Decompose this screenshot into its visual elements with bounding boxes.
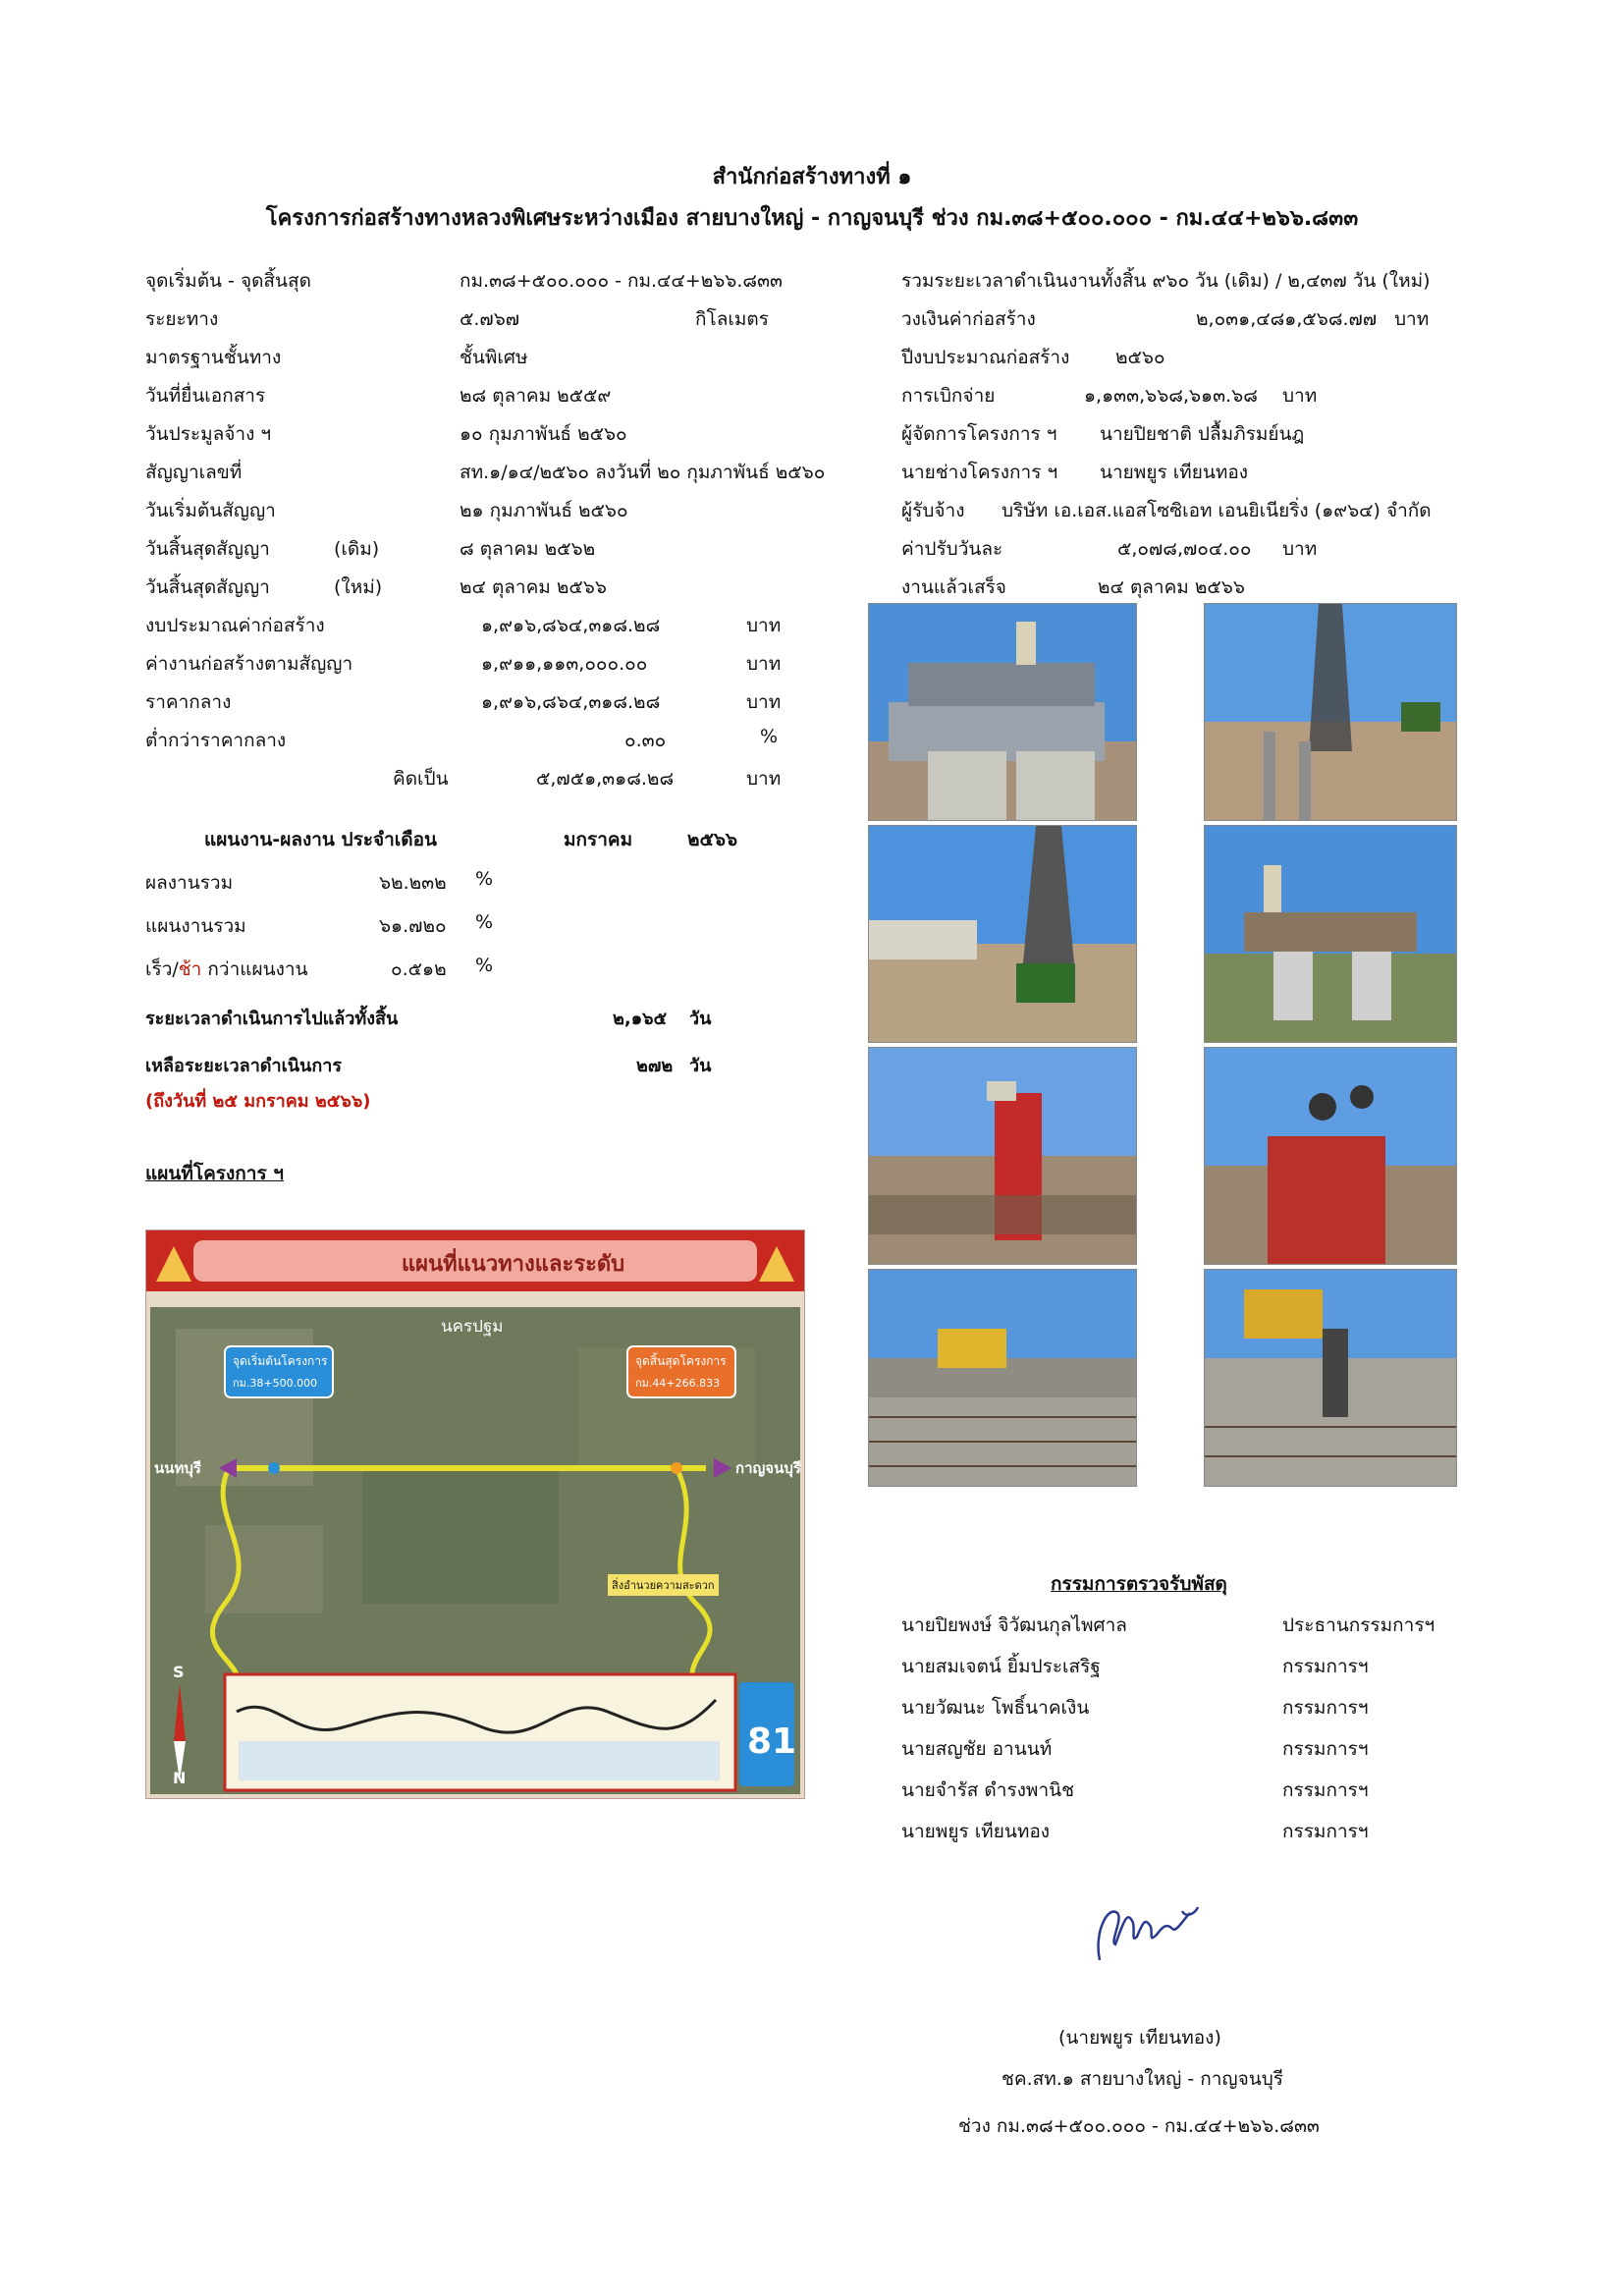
info-label: มาตรฐานชั้นทาง bbox=[145, 347, 282, 368]
committee-member-role: กรรมการฯ bbox=[1282, 1821, 1369, 1842]
committee-member-name: นายปิยพงษ์ จิวัฒนกุลไพศาล bbox=[901, 1614, 1127, 1636]
info-value: ๒๕๖๐ bbox=[1115, 347, 1165, 368]
budget-label: คิดเป็น bbox=[393, 768, 449, 790]
info-label: วันเริ่มต้นสัญญา bbox=[145, 500, 276, 521]
remaining-unit: วัน bbox=[689, 1056, 712, 1076]
progress-label: แผนงานรวม bbox=[145, 915, 246, 937]
elapsed-label: ระยะเวลาดำเนินการไปแล้วทั้งสิ้น bbox=[145, 1009, 399, 1029]
as-of-date: (ถึงวันที่ ๒๕ มกราคม ๒๕๖๖) bbox=[145, 1091, 371, 1112]
info-unit: บาท bbox=[1394, 308, 1430, 330]
info-unit: บาท bbox=[1282, 385, 1318, 407]
map-end-sub: กม.44+266.833 bbox=[635, 1377, 721, 1390]
duration-text: รวมระยะเวลาดำเนินงานทั้งสิ้น ๙๖๐ วัน (เดิม) / ๒,๔๓๗ วัน (ใหม่) bbox=[901, 270, 1431, 292]
info-value: ๑,๑๓๓,๖๖๘,๖๑๓.๖๘ bbox=[1084, 385, 1258, 407]
rig-site-photo bbox=[868, 825, 1137, 1043]
map-start-box: จุดเริ่มต้นโครงการ bbox=[233, 1354, 328, 1368]
info-value: ๒๔ ตุลาคม ๒๕๖๖ bbox=[460, 576, 607, 598]
committee-member-name: นายวัฒนะ โพธิ์นาคเงิน bbox=[901, 1697, 1090, 1719]
progress-month: มกราคม bbox=[564, 829, 633, 850]
info-label: สัญญาเลขที่ bbox=[145, 462, 243, 483]
budget-label: งบประมาณค่าก่อสร้าง bbox=[145, 615, 325, 636]
than-plan-text: กว่าแผนงาน bbox=[201, 958, 308, 980]
info-value: ๕,๐๗๘,๗๐๔.๐๐ bbox=[1117, 538, 1252, 560]
pier-formwork-photo bbox=[868, 603, 1137, 821]
budget-unit: บาท bbox=[746, 653, 782, 675]
budget-unit: บาท bbox=[746, 615, 782, 636]
info-value: ๘ ตุลาคม ๒๕๖๒ bbox=[460, 538, 596, 560]
remaining-label: เหลือระยะเวลาดำเนินการ bbox=[145, 1056, 343, 1076]
committee-member-role: กรรมการฯ bbox=[1282, 1779, 1369, 1801]
committee-title: กรรมการตรวจรับพัสดุ bbox=[1051, 1573, 1227, 1595]
info-label: งานแล้วเสร็จ bbox=[901, 576, 1006, 598]
info-unit: กิโลเมตร bbox=[695, 308, 769, 330]
map-left-direction: นนทบุรี bbox=[154, 1459, 201, 1477]
info-value: ๒,๐๓๑,๔๘๑,๕๖๘.๗๗ bbox=[1196, 308, 1378, 330]
map-city: นครปฐม bbox=[441, 1317, 504, 1337]
column-workers-photo bbox=[1204, 1047, 1457, 1265]
elapsed-unit: วัน bbox=[689, 1009, 712, 1029]
info-label: จุดเริ่มต้น - จุดสิ้นสุด bbox=[145, 270, 311, 292]
committee-member-role: ประธานกรรมการฯ bbox=[1282, 1614, 1435, 1636]
progress-value: ๐.๕๑๒ bbox=[391, 958, 447, 980]
signer-name: (นายพยูร เทียนทอง) bbox=[1058, 2027, 1221, 2049]
map-right-direction: กาญจนบุรี bbox=[735, 1459, 801, 1477]
concrete-pour-photo bbox=[1204, 1269, 1457, 1487]
pier-cap-photo bbox=[1204, 825, 1457, 1043]
excavator-concrete-photo bbox=[868, 1269, 1137, 1487]
elapsed-value: ๒,๑๖๕ bbox=[613, 1009, 668, 1029]
committee-member-name: นายจำรัส ดำรงพานิช bbox=[901, 1779, 1075, 1801]
info-label: ผู้รับจ้าง bbox=[901, 500, 965, 521]
info-label: ค่าปรับวันละ bbox=[901, 538, 1003, 560]
project-title: โครงการก่อสร้างทางหลวงพิเศษระหว่างเมือง สายบางใหญ่ - กาญจนบุรี ช่วง กม.๓๘+๕๐๐.๐๐๐ - กม.๔๔+๒๖๖.๘๓๓ bbox=[265, 206, 1359, 231]
budget-label: ราคากลาง bbox=[145, 691, 232, 713]
highway-number: 81 bbox=[747, 1722, 797, 1762]
behind-text: ช้า bbox=[178, 958, 202, 980]
progress-year: ๒๕๖๖ bbox=[687, 829, 738, 850]
info-value: ๒๑ กุมภาพันธ์ ๒๕๖๐ bbox=[460, 500, 628, 521]
compass-bottom: N bbox=[173, 1769, 187, 1787]
project-map bbox=[145, 1230, 805, 1799]
info-value: บริษัท เอ.เอส.แอสโซซิเอท เอนยิเนียริ่ง (๑๙๖๔) จำกัด bbox=[1001, 500, 1432, 521]
info-label: วันสิ้นสุดสัญญา bbox=[145, 576, 270, 598]
budget-value: ๕,๗๕๑,๓๑๘.๒๘ bbox=[536, 768, 675, 790]
committee-member-name: นายพยูร เทียนทอง bbox=[901, 1821, 1051, 1842]
info-label: การเบิกจ่าย bbox=[901, 385, 996, 407]
budget-label: ค่างานก่อสร้างตามสัญญา bbox=[145, 653, 353, 675]
info-label: วันสิ้นสุดสัญญา bbox=[145, 538, 270, 560]
info-value: กม.๓๘+๕๐๐.๐๐๐ - กม.๔๔+๒๖๖.๘๓๓ bbox=[460, 270, 784, 292]
office-title: สำนักก่อสร้างทางที่ ๑ bbox=[712, 165, 912, 190]
map-mid-box: สิ่งอำนวยความสะดวก bbox=[608, 1574, 719, 1596]
info-label: ระยะทาง bbox=[145, 308, 219, 330]
budget-unit: บาท bbox=[746, 691, 782, 713]
budget-label: ต่ำกว่าราคากลาง bbox=[145, 730, 287, 751]
compass-top: S bbox=[173, 1663, 185, 1681]
info-value: ๒๘ ตุลาคม ๒๕๕๙ bbox=[460, 385, 612, 407]
ahead-text: เร็ว/ bbox=[145, 958, 179, 980]
budget-unit: % bbox=[760, 726, 779, 747]
info-label: ปีงบประมาณก่อสร้าง bbox=[901, 347, 1070, 368]
info-value: ๕.๗๖๗ bbox=[460, 308, 520, 330]
info-value: สท.๑/๑๔/๒๕๖๐ ลงวันที่ ๒๐ กุมภาพันธ์ ๒๕๖๐ bbox=[460, 462, 826, 483]
map-end-box: จุดสิ้นสุดโครงการ bbox=[635, 1354, 727, 1368]
map-section-title: แผนที่โครงการ ฯ bbox=[145, 1163, 284, 1184]
budget-value: ๐.๓๐ bbox=[624, 730, 667, 751]
progress-label-ahead-behind bbox=[145, 955, 308, 984]
signer-position: ชค.สท.๑ สายบางใหญ่ - กาญจนบุรี bbox=[1001, 2068, 1283, 2090]
info-value: ๑๐ กุมภาพันธ์ ๒๕๖๐ bbox=[460, 423, 627, 445]
info-label: วงเงินค่าก่อสร้าง bbox=[901, 308, 1036, 330]
committee-member-role: กรรมการฯ bbox=[1282, 1656, 1369, 1677]
remaining-value: ๒๗๒ bbox=[636, 1056, 674, 1076]
signer-section: ช่วง กม.๓๘+๕๐๐.๐๐๐ - กม.๔๔+๒๖๖.๘๓๓ bbox=[958, 2115, 1320, 2137]
budget-unit: บาท bbox=[746, 768, 782, 790]
info-note: (ใหม่) bbox=[334, 576, 383, 598]
committee-member-name: นายสญชัย อานนท์ bbox=[901, 1738, 1053, 1760]
committee-member-name: นายสมเจตน์ ยิ้มประเสริฐ bbox=[901, 1656, 1101, 1677]
info-value: นายปิยชาติ ปลื้มภิรมย์นฎ bbox=[1100, 423, 1305, 445]
drilling-rig-photo bbox=[1204, 603, 1457, 821]
info-unit: บาท bbox=[1282, 538, 1318, 560]
info-value: ชั้นพิเศษ bbox=[460, 347, 528, 368]
committee-member-role: กรรมการฯ bbox=[1282, 1697, 1369, 1719]
budget-value: ๑,๙๑๖,๘๖๔,๓๑๘.๒๘ bbox=[481, 615, 661, 636]
info-value: ๒๔ ตุลาคม ๒๕๖๖ bbox=[1098, 576, 1245, 598]
info-label: นายช่างโครงการ ฯ bbox=[901, 462, 1058, 483]
column-form-photo bbox=[868, 1047, 1137, 1265]
handwritten-signature bbox=[1088, 1884, 1206, 1972]
info-label: ผู้จัดการโครงการ ฯ bbox=[901, 423, 1057, 445]
progress-unit: % bbox=[475, 868, 494, 890]
info-label: วันประมูลจ้าง ฯ bbox=[145, 423, 272, 445]
budget-value: ๑,๙๑๖,๘๖๔,๓๑๘.๒๘ bbox=[481, 691, 661, 713]
committee-member-role: กรรมการฯ bbox=[1282, 1738, 1369, 1760]
info-label: วันที่ยื่นเอกสาร bbox=[145, 385, 266, 407]
progress-heading: แผนงาน-ผลงาน ประจำเดือน bbox=[204, 829, 438, 850]
info-note: (เดิม) bbox=[334, 538, 380, 560]
map-start-sub: กม.38+500.000 bbox=[233, 1377, 318, 1390]
map-banner: แผนที่แนวทางและระดับ bbox=[402, 1252, 625, 1277]
budget-value: ๑,๙๑๑,๑๑๓,๐๐๐.๐๐ bbox=[481, 653, 648, 675]
progress-value: ๖๒.๒๓๒ bbox=[379, 872, 447, 894]
progress-value: ๖๑.๗๒๐ bbox=[379, 915, 447, 937]
progress-unit: % bbox=[475, 955, 494, 976]
progress-unit: % bbox=[475, 911, 494, 933]
progress-label: ผลงานรวม bbox=[145, 872, 234, 894]
info-value: นายพยูร เทียนทอง bbox=[1100, 462, 1249, 483]
